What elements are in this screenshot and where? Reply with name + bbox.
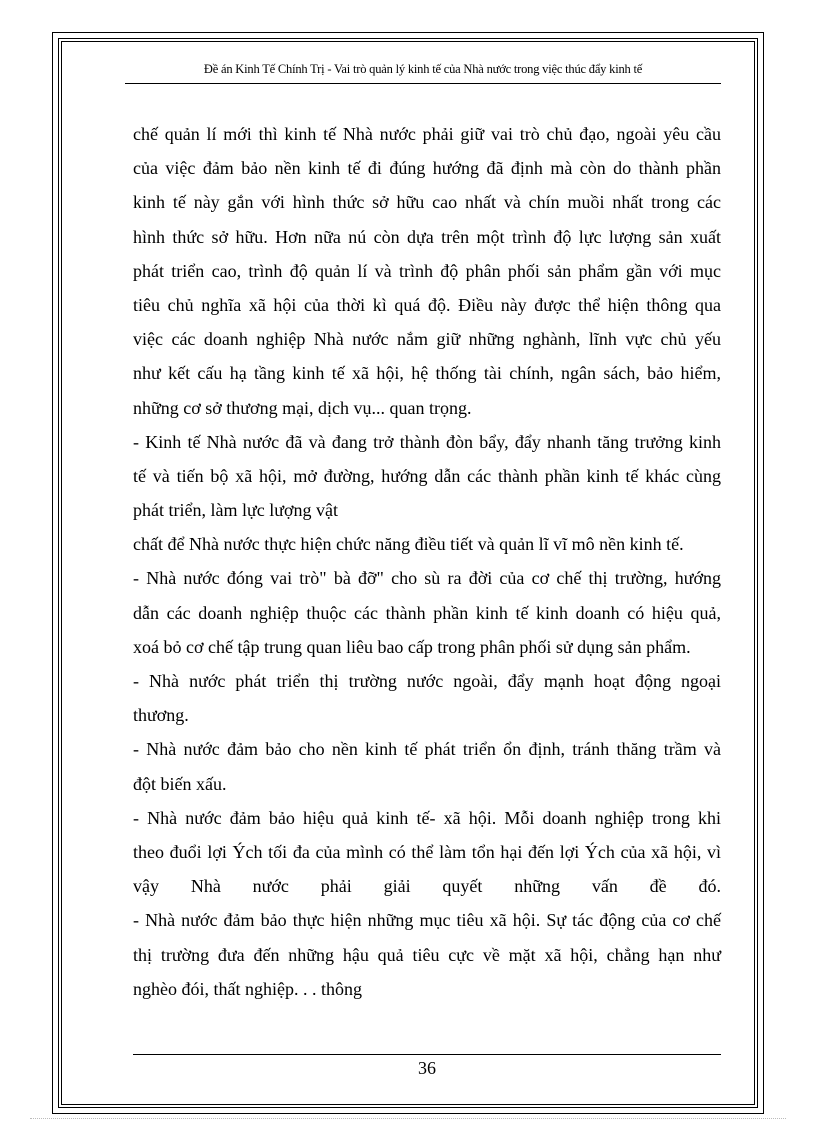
text-line: thị trường đưa đến những hậu quả tiêu cực về mặt xã hội, chẳng hạn như	[133, 944, 721, 965]
text-line: chế quản lí mới thì kinh tế Nhà nước phải giữ vai trò chủ đạo, ngoài yêu cầu	[133, 124, 721, 144]
footer-rule	[133, 1054, 721, 1055]
text-line: nghèo đói, thất nghiệp. . . thông	[133, 978, 362, 999]
text-line: việc các doanh nghiệp Nhà nước nắm giữ những nghành, lĩnh vực chủ yếu	[133, 329, 721, 350]
running-header: Đề án Kinh Tế Chính Trị - Vai trò quản lý kinh tế của Nhà nước trong việc thúc đẩy kinh tế	[203, 62, 643, 76]
text-line: phát triển, làm lực lượng vật	[133, 500, 338, 521]
text-line: phát triển cao, trình độ quản lí và trình độ phân phối sản phẩm gần với mục	[133, 260, 721, 281]
text-line: - Nhà nước đảm bảo thực hiện những mục tiêu xã hội. Sự tác động của cơ chế	[133, 910, 721, 931]
text-line: những cơ sở thương mại, dịch vụ... quan trọng.	[133, 397, 472, 418]
text-line: dẫn các doanh nghiệp thuộc các thành phần kinh tế kinh doanh có hiệu quả,	[133, 602, 721, 623]
text-line: vậy Nhà nước phải giải quyết những vấn đề đó.	[133, 876, 721, 897]
header-rule	[125, 83, 721, 84]
page-edge-divider	[30, 1118, 786, 1119]
text-line: đột biến xấu.	[133, 773, 227, 794]
text-line: xoá bỏ cơ chế tập trung quan liêu bao cấp trong phân phối sử dụng sản phẩm.	[133, 636, 691, 657]
text-line: của việc đảm bảo nền kinh tế đi đúng hướng đã định mà còn do thành phần	[133, 158, 721, 179]
text-line: tế và tiến bộ xã hội, mở đường, hướng dẫn các thành phần kinh tế khác cùng	[133, 465, 721, 486]
text-line: - Nhà nước đảm bảo cho nền kinh tế phát triển ổn định, tránh thăng trầm và	[133, 739, 721, 760]
text-line: tiêu chủ nghĩa xã hội của thời kì quá độ. Điều này được thể hiện thông qua	[133, 294, 721, 315]
text-line: thương.	[133, 705, 189, 726]
text-line: - Nhà nước phát triển thị trường nước ngoài, đẩy mạnh hoạt động ngoại	[133, 671, 721, 691]
text-line: kinh tế này gắn với hình thức sở hữu cao nhất và chín muồi nhất trong các	[133, 192, 721, 213]
text-line: như kết cấu hạ tầng kinh tế xã hội, hệ thống tài chính, ngân sách, bảo hiểm,	[133, 363, 721, 384]
text-line: hình thức sở hữu. Hơn nữa nú còn dựa trên một trình độ lực lượng sản xuất	[133, 226, 721, 247]
text-line: - Kinh tế Nhà nước đã và đang trở thành đòn bẩy, đẩy nhanh tăng trưởng kinh	[133, 431, 721, 452]
page-number: 36	[418, 1058, 436, 1078]
text-line: chất để Nhà nước thực hiện chức năng điều tiết và quản lĩ vĩ mô nền kinh tế.	[133, 534, 684, 555]
text-line: - Nhà nước đảm bảo hiệu quả kinh tế- xã hội. Mỗi doanh nghiệp trong khi	[133, 807, 721, 828]
text-line: theo đuổi lợi Ých tối đa của mình có thể làm tổn hại đến lợi Ých của xã hội, vì	[133, 841, 721, 862]
body-text	[133, 117, 721, 1006]
text-line: - Nhà nước đóng vai trò" bà đỡ" cho sù ra đời của cơ chế thị trường, hướng	[133, 568, 721, 589]
